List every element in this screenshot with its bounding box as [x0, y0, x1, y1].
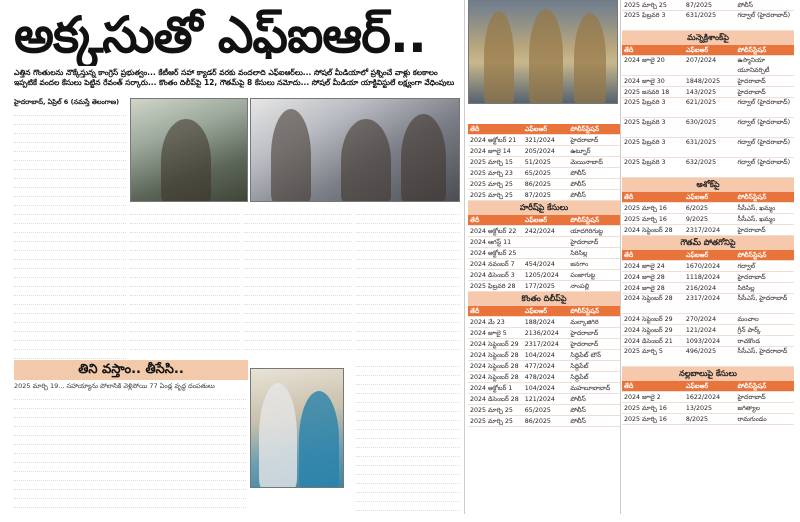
- table-header: తేదీ ఎఫ్ఐఆర్ పోలీస్‌స్టేషన్: [622, 250, 794, 261]
- cell-station: ఉట్నూర్: [570, 148, 591, 155]
- cell-station: సీసీఎస్, ఖమ్మం: [737, 205, 776, 212]
- cell-fir: 86/2025: [524, 418, 551, 425]
- cell-fir: 621/2025: [685, 99, 717, 106]
- cell-date: 2025 మార్చి 25: [470, 407, 513, 414]
- cell-date: 2025 మార్చి 25: [470, 418, 513, 425]
- cell-station: సిద్దిపేట్: [570, 363, 589, 370]
- cell-date: 2025 మార్చి 5: [624, 348, 663, 355]
- table-row: [468, 350, 620, 361]
- cell-date: 2024 జూలై 14: [470, 148, 511, 155]
- cell-fir: 2317/2024: [524, 341, 559, 348]
- cell-station: సిద్దిపేట్ టౌన్: [570, 352, 601, 359]
- cell-date: 2025 మార్చి 16: [624, 205, 667, 212]
- cell-date: 2024 అక్టోబర్ 1: [470, 385, 513, 392]
- cell-date: 2024 డిసెంబర్ 3: [470, 272, 515, 279]
- cell-station: హైదరాబాద్: [570, 341, 599, 348]
- photo-police: [468, 0, 618, 104]
- table-row: [468, 416, 620, 427]
- photo-ktr: [130, 98, 248, 202]
- cell-station: హైదరాబాద్: [570, 330, 599, 337]
- cell-fir: 242/2024: [524, 228, 555, 235]
- cell-station: హైదరాబాద్: [570, 137, 599, 144]
- cell-fir: [523, 237, 569, 247]
- cell-fir: 454/2024: [524, 261, 555, 268]
- table-row: [622, 347, 794, 367]
- cell-fir: 51/2025: [524, 159, 551, 166]
- table-row: [468, 281, 620, 292]
- cell-fir: 6/2025: [685, 205, 709, 212]
- cell-date: 2025 జనవరి 18: [624, 89, 670, 96]
- cell-date: 2025 ఫిబ్రవరి 3: [624, 139, 666, 146]
- cell-station: గద్వాల్ (హైదరాబాద్): [737, 119, 791, 126]
- cell-date: 2025 ఫిబ్రవరి 3: [624, 119, 666, 126]
- cell-fir: 496/2025: [685, 348, 717, 355]
- cell-station: పోలీస్: [737, 2, 753, 9]
- table-row: [468, 237, 620, 248]
- cell-fir: 478/2024: [524, 374, 555, 381]
- cell-station: సిరిసిల్ల: [737, 285, 755, 292]
- cell-date: 2024 మే 23: [470, 319, 505, 326]
- cell-station: గ్రీన్ పార్క్: [737, 327, 761, 334]
- cell-station: పోలీస్: [570, 396, 586, 403]
- cell-station: గద్వాల్ (హైదరాబాద్): [737, 159, 791, 166]
- table-row: [468, 383, 620, 394]
- table-header: తేదీ ఎఫ్ఐఆర్ పోలీస్‌స్టేషన్: [622, 192, 794, 203]
- cell-date: 2024 సెప్టెంబర్ 28: [470, 363, 519, 370]
- cell-fir: 87/2025: [685, 2, 713, 9]
- photo-arrest-car: [250, 98, 460, 202]
- cell-station: సీసీఎస్, హైదరాబాద్: [737, 348, 788, 355]
- table-row: [468, 179, 620, 190]
- cell-fir: 143/2025: [685, 89, 717, 96]
- subhead: తిని వస్తాం.. తీసేసి..: [14, 360, 248, 380]
- section-krishank: మన్నెక్రిశాంక్‌పై: [622, 31, 794, 45]
- cell-station: జనగాం: [570, 261, 589, 268]
- cell-station: హైదరాబాద్: [737, 227, 766, 234]
- cell-fir: 630/2025: [685, 119, 717, 126]
- cell-date: 2024 సెప్టెంబర్ 29: [624, 316, 673, 323]
- cell-date: 2024 సెప్టెంబర్ 29: [470, 341, 519, 348]
- table-row: [622, 336, 794, 347]
- table-row: [468, 394, 620, 405]
- table-row: [622, 138, 794, 158]
- cell-date: 2025 మార్చి 25: [470, 192, 513, 199]
- cell-date: 2024 అక్టోబర్ 21: [470, 137, 517, 144]
- cell-date: 2024 ఆగస్ట్ 11: [470, 239, 512, 246]
- cell-fir: 104/2024: [524, 352, 555, 359]
- cell-station: రామగుండం: [737, 416, 767, 423]
- table-row: [622, 76, 794, 87]
- cell-date: 2025 మార్చి 15: [470, 159, 513, 166]
- cell-fir: 86/2025: [524, 181, 551, 188]
- deck-line-2: ఇప్పటికే వందల కేసులు పెట్టిన రేవంత్ సర్కారు... కొంతం దిలీప్‌పై 12, గౌతమ్‌పై 8 కేసులు నమోదు... సోషల్ మీడియా యాక్టివిస్టులే లక్ష్యంగా వేధింపులు: [14, 78, 455, 87]
- table-row: [468, 339, 620, 350]
- cell-date: 2024 అక్టోబర్ 22: [470, 228, 517, 235]
- table-row: [622, 118, 794, 138]
- table-row: [468, 157, 620, 168]
- table-row: [622, 158, 794, 178]
- table-row: [468, 361, 620, 372]
- table-row: [468, 328, 620, 339]
- cell-fir: 104/2024: [524, 385, 555, 392]
- table-row: [468, 270, 620, 281]
- photo-elderly-couple: [250, 368, 344, 488]
- cell-date: 2024 సెప్టెంబర్ 29: [624, 327, 673, 334]
- cell-date: 2025 ఫిబ్రవరి 28: [470, 283, 516, 290]
- cell-fir: 207/2024: [685, 57, 717, 64]
- section-gautham: గౌతమ్ పోతగోనిపై: [622, 236, 794, 250]
- cell-station: పోలీస్: [570, 170, 586, 177]
- table-header: తేదీ ఎఫ్ఐఆర్ పోలీస్‌స్టేషన్: [622, 381, 794, 392]
- article-column-3: [244, 206, 352, 356]
- cell-date: 2024 సెప్టెంబర్ 28: [624, 295, 673, 302]
- table-header: తేదీ ఎఫ్ఐఆర్ పోలీస్‌స్టేషన్: [468, 306, 620, 317]
- table-row: [622, 414, 794, 425]
- table-row: [622, 314, 794, 325]
- cell-station: సిరిసిల్ల: [570, 250, 588, 257]
- cell-station: ఉస్మానియా యూనివర్సిటీ: [737, 57, 770, 74]
- cell-date: 2025 ఫిబ్రవరి 3: [624, 99, 666, 106]
- cell-date: 2024 జూలై 2: [624, 394, 661, 401]
- cell-fir: 121/2024: [685, 327, 717, 334]
- table-row: [468, 259, 620, 270]
- table-row: [468, 405, 620, 416]
- cell-fir: 121/2024: [524, 396, 555, 403]
- cell-date: 2024 జూలై 5: [470, 330, 507, 337]
- cell-fir: 1622/2024: [685, 394, 721, 401]
- cell-fir: 1848/2025: [685, 78, 721, 85]
- cell-station: సిద్దిపేట్: [570, 374, 589, 381]
- table-row: [468, 226, 620, 237]
- cell-fir: [523, 248, 569, 258]
- ktr-cases-table: [468, 108, 620, 427]
- cell-date: 2024 సెప్టెంబర్ 28: [624, 227, 673, 234]
- table-row: [468, 317, 620, 328]
- table-row: [468, 248, 620, 259]
- table-row: [622, 225, 794, 236]
- cell-fir: 177/2025: [524, 283, 555, 290]
- cell-station: గద్వాల్: [737, 263, 756, 270]
- cell-station: హైదరాబాద్: [737, 394, 766, 401]
- cell-date: 2024 అక్టోబర్ 25: [470, 250, 517, 257]
- cell-station: పోలీస్: [570, 192, 586, 199]
- table-row: [468, 146, 620, 157]
- subhead-lead: 2025 మార్చి 19... సహాయ్యాను పోలాసికి వెళ్లిపోయి 77 ఏండ్ల వృద్ధ దంపతులు: [14, 382, 215, 390]
- cell-station: గద్వాల్ (హైదరాబాద్): [737, 139, 791, 146]
- table-row: [622, 98, 794, 118]
- dateline: హైదరాబాద్, ఏప్రిల్ 6 (నమస్తే తెలంగాణ): [14, 98, 120, 106]
- cell-station: సీసీఎస్, హైదరాబాద్: [737, 295, 788, 302]
- cell-fir: 1670/2024: [685, 263, 721, 270]
- table-row: [622, 56, 794, 76]
- cell-station: హైదరాబాద్: [570, 239, 599, 246]
- cell-station: నాంపల్లి: [570, 283, 590, 290]
- section-harish: హరీష్‌పై కేసులు: [468, 201, 620, 215]
- cell-fir: 65/2025: [524, 170, 551, 177]
- table-row: [622, 0, 794, 11]
- cell-date: 2024 సెప్టెంబర్ 28: [470, 374, 519, 381]
- table-row: [622, 272, 794, 283]
- article-column-2: [130, 206, 240, 356]
- cell-date: 2025 మార్చి 16: [624, 405, 667, 412]
- headline: అక్కసుతో ఎఫ్‌ఐఆర్‌..: [14, 6, 426, 64]
- cell-fir: 205/2024: [524, 148, 555, 155]
- cell-station: పంజాగుట్ట: [570, 272, 596, 279]
- cell-date: 2025 ఫిబ్రవరి 3: [624, 159, 666, 166]
- table-row: [468, 190, 620, 201]
- cell-date: 2024 జూలై 28: [624, 285, 665, 292]
- deck: [14, 68, 460, 88]
- section-ashok: అశోక్‌పై: [622, 178, 794, 192]
- cell-station: జగిత్యాల: [737, 405, 761, 412]
- cell-date: 2025 మార్చి 25: [470, 181, 513, 188]
- cell-fir: 270/2024: [685, 316, 717, 323]
- cell-station: పోలీస్: [570, 407, 586, 414]
- cell-fir: 13/2025: [685, 405, 713, 412]
- cell-date: 2025 మార్చి 25: [624, 2, 667, 9]
- article-column-5: [356, 358, 460, 514]
- cell-station: మంచాల: [737, 316, 759, 323]
- cell-date: 2024 నవంబర్ 7: [470, 261, 515, 268]
- subhead-body: [14, 382, 246, 514]
- table-row: [622, 403, 794, 414]
- deck-line-1: ఎత్తిన గొంతులను నొక్కేస్తున్న కాంగ్రెస్ ప్రభుత్వం... కేటీఆర్ సహా క్యాడర్ వరకు వందలాది ఎఫ్ఐఆర్‌లు... సోషల్ మీడియాలో ప్రశ్నించే వాళ్లు కలకాలం: [14, 68, 438, 77]
- cell-fir: 1093/2024: [685, 338, 721, 345]
- cell-fir: 1118/2024: [685, 274, 721, 281]
- cell-station: హైదరాబాద్: [737, 89, 766, 96]
- cell-station: మెయినాబాద్: [570, 159, 603, 166]
- article-column-4: [356, 206, 460, 356]
- cell-fir: 632/2025: [685, 159, 717, 166]
- table-row: [622, 325, 794, 336]
- cell-fir: 9/2025: [685, 216, 709, 223]
- cell-date: 2024 జూలై 20: [624, 57, 665, 64]
- cell-date: 2024 డిసెంబర్ 28: [470, 396, 519, 403]
- article-column-1: [14, 98, 126, 360]
- cell-date: 2025 ఫిబ్రవరి 3: [624, 12, 666, 19]
- cell-fir: 1205/2024: [524, 272, 559, 279]
- cell-date: 2024 డిసెంబర్ 21: [624, 338, 673, 345]
- cell-station: మహబూబాబాద్: [570, 385, 611, 392]
- cell-fir: 321/2024: [524, 137, 555, 144]
- table-row: [468, 372, 620, 383]
- cell-date: 2025 మార్చి 23: [470, 170, 513, 177]
- cell-station: యాదగిరిగుట్ట: [570, 228, 603, 235]
- cell-station: హైదరాబాద్: [737, 274, 766, 281]
- cell-station: పోలీస్: [570, 181, 586, 188]
- cell-date: 2024 సెప్టెంబర్ 28: [470, 352, 519, 359]
- cell-date: 2025 మార్చి 16: [624, 216, 667, 223]
- cell-date: 2024 జూలై 28: [624, 274, 665, 281]
- table-row: [622, 392, 794, 403]
- cell-station: రాచకొండ: [737, 338, 761, 345]
- table-header: తేదీ ఎఫ్ఐఆర్ పోలీస్‌స్టేషన్: [622, 45, 794, 56]
- cell-date: 2024 జూలై 24: [624, 263, 665, 270]
- table-row: [622, 261, 794, 272]
- cell-date: 2025 మార్చి 16: [624, 416, 667, 423]
- section-nallabalu: నల్లబాలుపై కేసులు: [622, 367, 794, 381]
- cell-fir: 2317/2024: [685, 295, 721, 302]
- cell-station: పోలీస్: [570, 418, 586, 425]
- cell-fir: 188/2024: [524, 319, 555, 326]
- cell-station: మల్కాజిగిరి: [570, 319, 599, 326]
- section-dileep: కొంతం దిలీప్‌పై: [468, 292, 620, 306]
- table-row: [622, 11, 794, 31]
- table-row: [468, 135, 620, 146]
- table-header: తేదీ ఎఫ్ఐఆర్ పోలీస్‌స్టేషన్: [468, 124, 620, 135]
- cell-station: హైదరాబాద్: [737, 78, 766, 85]
- table-row: [622, 283, 794, 294]
- table-row: [468, 168, 620, 179]
- cell-fir: 631/2025: [685, 139, 717, 146]
- table-row: [622, 203, 794, 214]
- cell-station: సీసీఎస్, ఖమ్మం: [737, 216, 776, 223]
- cell-fir: 216/2024: [685, 285, 717, 292]
- cell-fir: 8/2025: [685, 416, 709, 423]
- cell-fir: 631/2025: [685, 12, 717, 19]
- cases-table-right: [622, 0, 794, 425]
- cell-date: 2024 జూలై 30: [624, 78, 665, 85]
- cell-fir: 87/2025: [524, 192, 551, 199]
- cell-fir: 2136/2024: [524, 330, 559, 337]
- table-row: [622, 87, 794, 98]
- cell-station: గద్వాల్ (హైదరాబాద్): [737, 99, 791, 106]
- table-row: [622, 294, 794, 314]
- table-header: తేదీ ఎఫ్ఐఆర్ పోలీస్‌స్టేషన్: [468, 215, 620, 226]
- cell-station: గద్వాల్ (హైదరాబాద్): [737, 12, 791, 19]
- cell-fir: 2317/2024: [685, 227, 721, 234]
- table-row: [622, 214, 794, 225]
- cell-fir: 65/2025: [524, 407, 551, 414]
- cell-fir: 477/2024: [524, 363, 555, 370]
